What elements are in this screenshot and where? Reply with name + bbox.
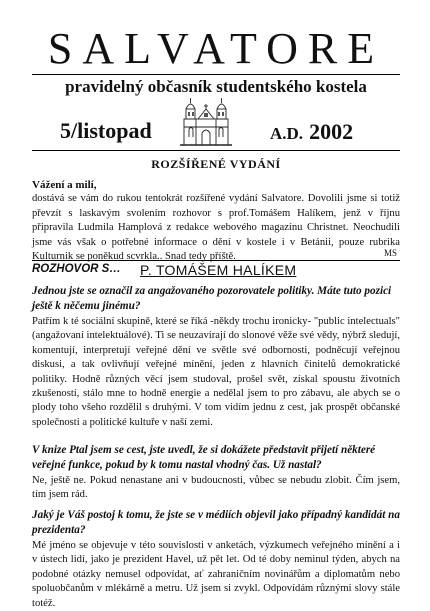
section-header bbox=[32, 262, 400, 280]
issue-number: 5/listopad bbox=[60, 118, 152, 143]
intro-text: dostává se vám do rukou tentokrát rozšířené vydání Salvatore. Dovolili jsme si totiž převzít s laskavým svolením rozhovor s prof.Tomášem Halíkem, jenž v říjnu připravila Ludmila Hamplová z redakce webového magazínu Christnet. Neochudili jsme vás však o potřebné informace o dění v kostele i v Betánii, pouze rubrika Kulturnik se poněkud scvrkla.. Snad tedy příště. bbox=[32, 193, 400, 263]
masthead-rule bbox=[32, 74, 400, 75]
masthead-title: SALVATORE bbox=[47, 24, 385, 73]
interview-answer: Patřím k té sociální skupině, které se říká -někdy trochu ironicky- "public intelectuals" (angažovaní intelektuálové). Ti se neuzavírají do slonové věže své vědy, nýbrž sledují, komentují, interpretují veřejné dění ve světle své odbornosti, podněcují veřejnou diskusi, a tak ovlivňují veřejné mínění, jeden z hlavních činitelů demokratické politiky. Hodně různých věcí jsem studoval, prošel svět, získal spoustu životních zkušeností, stálo mne to hodně energie a nedělal jsem to pro zábavu, ale abych se o plody toho všeho rozdělil s druhými. V tom vidím jednu z cest, jak prospět občanské společnosti a politické kultuře v naší zemi. bbox=[32, 316, 400, 428]
intro-block bbox=[32, 178, 400, 264]
interview-question: Jaký je Váš postoj k tomu, že jste se v médiích objevil jako případný kandidát na prezidenta? bbox=[32, 509, 400, 536]
church-facade-icon bbox=[176, 97, 236, 147]
intro-greeting: Vážení a milí, bbox=[32, 179, 97, 191]
issue-year: 2002 bbox=[309, 119, 354, 144]
section-interviewee: P. TOMÁŠEM HALÍKEM bbox=[140, 262, 297, 278]
intro-signature: MS bbox=[384, 248, 398, 258]
issue-date bbox=[270, 119, 353, 145]
interview-question: Jednou jste se označil za angažovaného pozorovatele politiky. Máte tuto pozici ještě k něčemu jinému? bbox=[32, 285, 392, 312]
interview-question: V knize Ptal jsem se cest, jste uvedl, že si dokážete představit přijetí některé veřejné funkce, pokud by k tomu nastal vhodný čas. Už nastal? bbox=[32, 444, 376, 471]
section-rule bbox=[32, 260, 400, 261]
header-rule bbox=[32, 150, 400, 151]
interview-answer: Mé jméno se objevuje v této souvislosti v anketách, výzkumech veřejného mínění a i v ústech lidí, jako je prezident Havel, už pět let. Od té doby neminul týden, abych na podobné otázky nemusel odpovídat, ať zahraničním novinářům a diplomatům nebo spoluobčanům v mlékárně a metru. Už jsem si zvykl. Odpovídám různými slovy stále totéž. bbox=[32, 540, 400, 609]
masthead-subtitle: pravidelný občasník studentského kostela bbox=[65, 77, 367, 96]
interview-answer: Ne, ještě ne. Pokud nenastane ani v budoucnosti, vůbec se nebudu zlobit. Čím jsem, tím jsem rád. bbox=[32, 475, 400, 501]
edition-heading: ROZŠÍŘENÉ VYDÁNÍ bbox=[151, 157, 281, 171]
section-label: ROZHOVOR S… bbox=[32, 263, 121, 275]
issue-era: A.D. bbox=[270, 124, 304, 143]
